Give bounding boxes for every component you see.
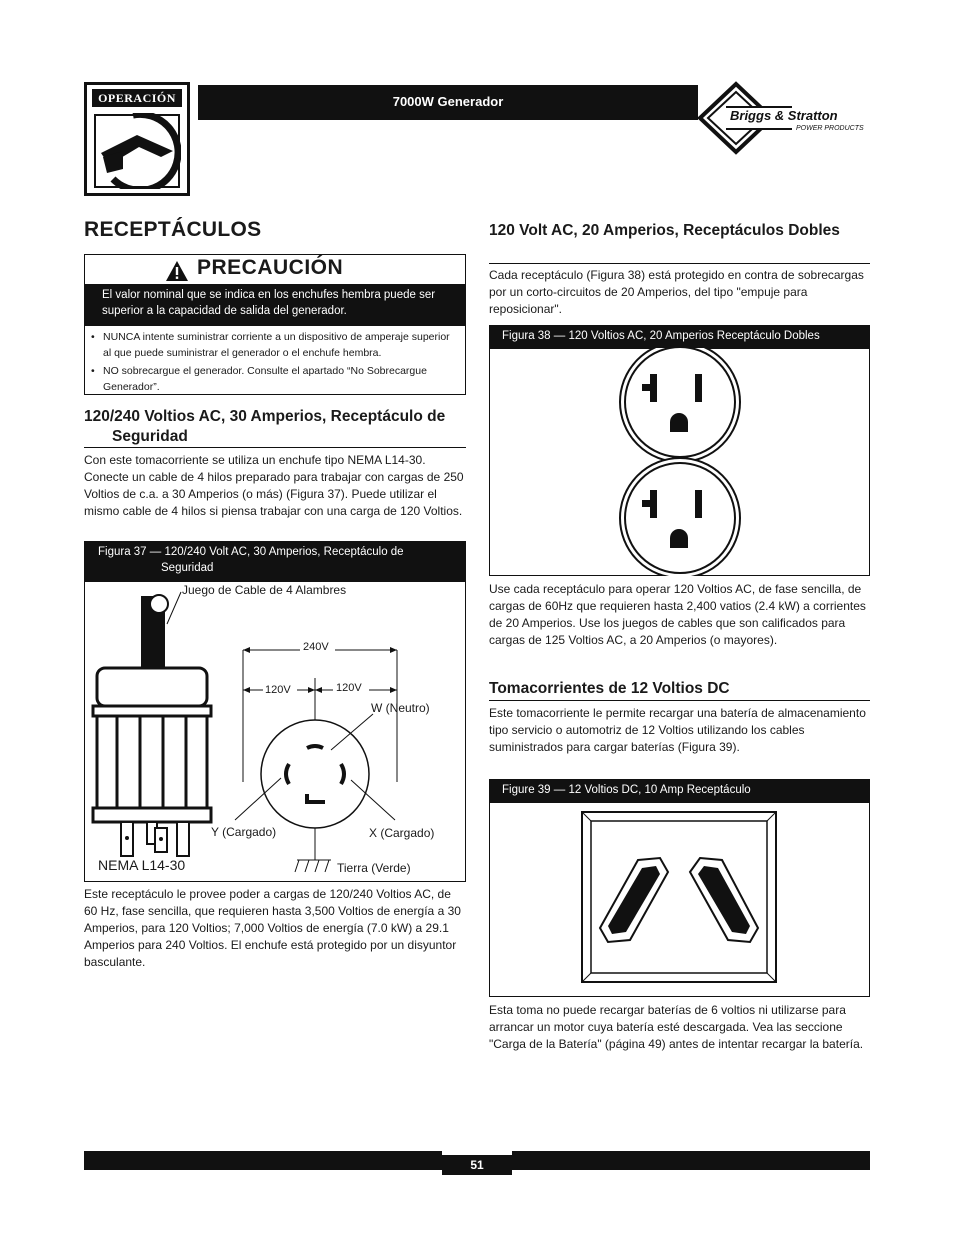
operation-badge <box>84 82 190 196</box>
caution-bullet: • NO sobrecargue el generador. Consulte el apartado “No Sobrecargue Generador”. <box>103 363 457 395</box>
operation-badge-label: OPERACIÓN <box>92 89 182 107</box>
label-ground: Tierra (Verde) <box>337 861 411 875</box>
paragraph-30a-details: Este receptáculo le provee poder a cargas de 120/240 Voltios AC, de 60 Hz, fase sencilla, que requieren hasta 3,500 Voltios de energía a 30 Amperios, para 120 Voltios; 7,000 Voltios de energía (7.0 kW) a 29.1 Amperios para 240 Voltios. El enchufe está protegido por un disyuntor basculante. <box>84 887 461 969</box>
caution-note: El valor nominal que se indica en los enchufes hembra puede ser superior a la capacidad de salida del generador. <box>85 284 465 326</box>
label-120v-right: 120V <box>336 682 362 694</box>
label-nema: NEMA L14-30 <box>98 857 186 873</box>
dc-receptacle-diagram <box>490 802 869 997</box>
figure-38-caption: Figura 38 — 120 Voltios AC, 20 Amperios Receptáculo Dobles <box>490 326 869 349</box>
warning-icon <box>165 260 189 282</box>
figure-39 <box>489 779 870 997</box>
heading-rule <box>84 447 466 448</box>
brand-name: Briggs & Stratton <box>730 108 838 123</box>
caution-bullet: • NUNCA intente suministrar corriente a un dispositivo de amperaje superior al que puede suministrar el generador o el enchufe hembra. <box>103 329 457 361</box>
caution-box <box>84 254 466 395</box>
label-x-terminal: X (Cargado) <box>369 826 435 840</box>
heading-rule <box>489 263 870 264</box>
paragraph-20a-details: Use cada receptáculo para operar 120 Voltios AC, de fase sencilla, de cargas de 60Hz que requieren hasta 2,400 vatios (2.4 kW) a corrientes de 20 Amperios. Use los juegos de cables que son calificados para cargas de 125 Voltios AC, a 20 Amperios (o mayores). <box>489 582 866 647</box>
page-number: 51 <box>442 1155 512 1175</box>
figure-38 <box>489 325 870 576</box>
outlet-bottom <box>620 458 740 576</box>
heading-rule <box>489 700 870 701</box>
paragraph-20a-intro: Cada receptáculo (Figura 38) está protegido en contra de sobrecargas por un corto-circuitos de 20 Amperios, del tipo "empuje para reposicionar". <box>489 268 864 316</box>
brand-subtitle: POWER PRODUCTS <box>796 125 864 132</box>
outlet-top <box>620 348 740 462</box>
footer-bar-right <box>512 1151 870 1170</box>
label-120v-left: 120V <box>265 684 291 696</box>
caution-list <box>85 329 465 397</box>
figure-37-caption: Figura 37 — 120/240 Volt AC, 30 Amperios, Receptáculo de Seguridad <box>98 546 404 574</box>
paragraph-dc-intro: Este tomacorriente le permite recargar una batería de almacenamiento tipo servicio o automotriz de 12 Voltios utilizando los cables suministrados para cargar baterías (Figura 39). <box>489 706 866 754</box>
label-cable: Juego de Cable de 4 Alambres <box>182 583 347 597</box>
label-y-terminal: Y (Cargado) <box>211 825 277 839</box>
paragraph-dc-warning: Esta toma no puede recargar baterías de 6 voltios ni utilizarse para arrancar un motor cuya batería esté descargada. Vea las seccione "Carga de la Batería" (página 49) antes de intentar recargar la batería. <box>489 1003 864 1051</box>
operation-badge-icon <box>93 113 181 189</box>
heading-12v-dc: Tomacorrientes de 12 Voltios DC <box>489 680 730 697</box>
section-title: RECEPTÁCULOS <box>84 218 262 241</box>
paragraph-30a-intro: Con este tomacorriente se utiliza un enchufe tipo NEMA L14-30. Conecte un cable de 4 hilos preparado para trabajar con cargas de 250 Voltios de c.a. a 30 Amperios (o más) (Figura 37). Puede utilizar el mismo cable de 4 hilos si piensa trabajar con una carga de 120 Voltios. <box>84 453 464 518</box>
heading-20a-duplex: 120 Volt AC, 20 Amperios, Receptáculos Dobles <box>489 222 840 239</box>
label-neutral: W (Neutro) <box>371 701 430 715</box>
figure-39-caption: Figure 39 — 12 Voltios DC, 10 Amp Receptáculo <box>490 780 869 803</box>
figure-37 <box>84 541 466 882</box>
label-240v: 240V <box>303 641 329 653</box>
duplex-receptacle-diagram <box>490 348 869 576</box>
heading-30a-receptacle: 120/240 Voltios AC, 30 Amperios, Receptáculo de Seguridad <box>84 408 446 445</box>
document-header-title: 7000W Generador <box>198 85 698 120</box>
footer-bar-left <box>84 1151 442 1170</box>
caution-title: PRECAUCIÓN <box>197 256 344 279</box>
